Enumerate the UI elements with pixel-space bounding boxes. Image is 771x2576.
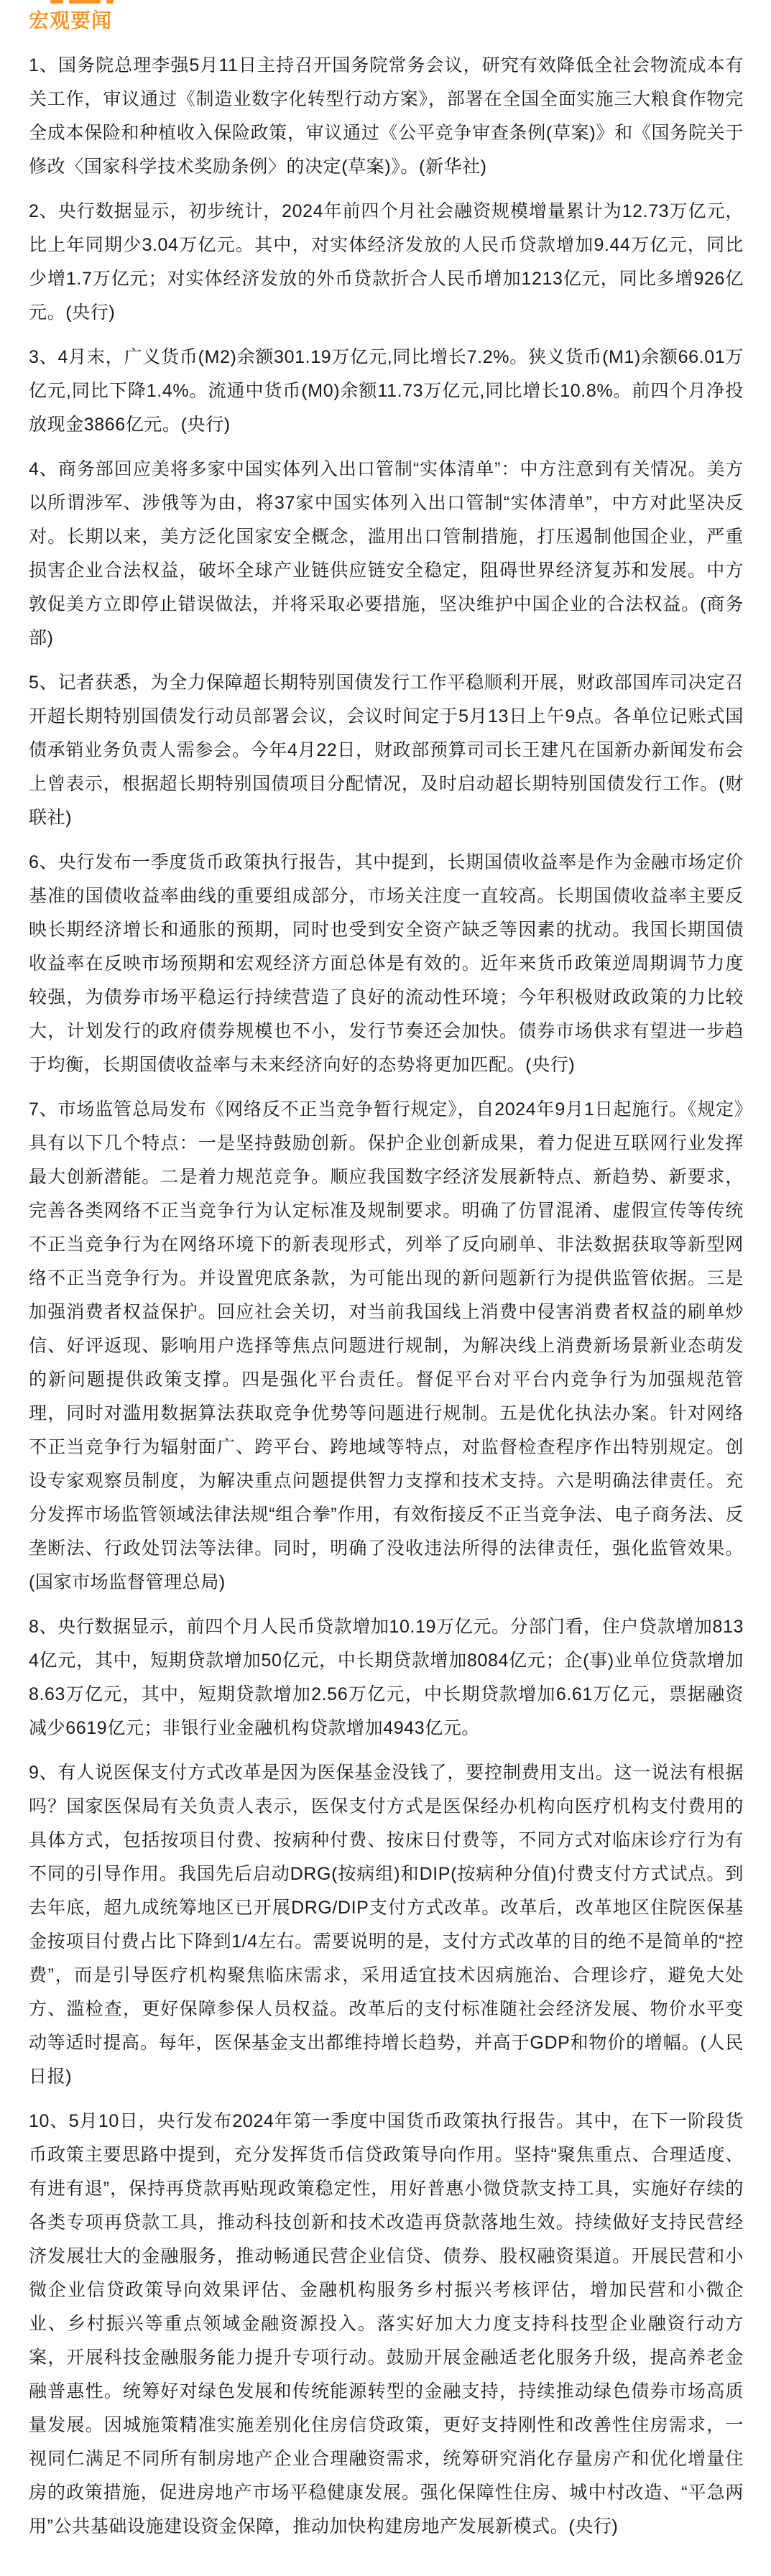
news-paragraph-8: 8、央行数据显示，前四个月人民币贷款增加10.19万亿元。分部门看，住户贷款增加8134亿元，其中，短期贷款增加50亿元，中长期贷款增加8084亿元；企(事)业单位贷款增加8.63万亿元，其中，短期贷款增加2.56万亿元，中长期贷款增加6.61万亿元，票据融资减少6619亿元；非银行业金融机构贷款增加4943亿元。 [29,1617,744,1738]
news-paragraph-7: 7、市场监管总局发布《网络反不正当竞争暂行规定》，自2024年9月1日起施行。《规定》具有以下几个特点：一是坚持鼓励创新。保护企业创新成果，着力促进互联网行业发挥最大创新潜能。二是着力规范竞争。顺应我国数字经济发展新特点、新趋势、新要求，完善各类网络不正当竞争行为认定标准及规制要求。明确了仿冒混淆、虚假宣传等传统不正当竞争行为在网络环境下的新表现形式，列举了反向刷单、非法数据获取等新型网络不正当竞争行为。并设置兜底条款，为可能出现的新问题新行为提供监管依据。三是加强消费者权益保护。回应社会关切，对当前我国线上消费中侵害消费者权益的刷单炒信、好评返现、影响用户选择等焦点问题进行规制，为解决线上消费新场景新业态萌发的新问题提供政策支撑。四是强化平台责任。督促平台对平台内竞争行为加强规范管理，同时对滥用数据算法获取竞争优势等问题进行规制。五是优化执法办案。针对网络不正当竞争行为辐射面广、跨平台、跨地域等特点，对监督检查程序作出特别规定。创设专家观察员制度，为解决重点问题提供智力支撑和技术支持。六是明确法律责任。充分发挥市场监管领域法律法规“组合拳”作用，有效衔接反不正当竞争法、电子商务法、反垄断法、行政处罚法等法律。同时，明确了没收违法所得的法律责任，强化监管效果。(国家市场监督管理总局) [29,1099,744,1592]
news-paragraph-10: 10、5月10日，央行发布2024年第一季度中国货币政策执行报告。其中，在下一阶段货币政策主要思路中提到，充分发挥货币信贷政策导向作用。坚持“聚焦重点、合理适度、有进有退”，保持再贷款再贴现政策稳定性，用好普惠小微贷款支持工具，实施好存续的各类专项再贷款工具，推动科技创新和技术改造再贷款落地生效。持续做好支持民营经济发展壮大的金融服务，推动畅通民营企业信贷、债券、股权融资渠道。开展民营和小微企业信贷政策导向效果评估、金融机构服务乡村振兴考核评估，增加民营和小微企业、乡村振兴等重点领域金融资源投入。落实好加大力度支持科技型企业融资行动方案，开展科技金融服务能力提升专项行动。鼓励开展金融适老化服务升级，提高养老金融普惠性。统筹好对绿色发展和传统能源转型的金融支持，持续推动绿色债券市场高质量发展。因城施策精准实施差别化住房信贷政策，更好支持刚性和改善性住房需求，一视同仁满足不同所有制房地产企业合理融资需求，统筹研究消化存量房产和优化增量住房的政策措施，促进房地产市场平稳健康发展。强化保障性住房、城中村改造、“平急两用”公共基础设施建设资金保障，推动加快构建房地产发展新模式。(央行) [29,2111,744,2536]
cutoff-fragment-icon [106,0,114,4]
news-paragraph-5: 5、记者获悉，为全力保障超长期特别国债发行工作平稳顺利开展，财政部国库司决定召开超长期特别国债发行动员部署会议，会议时间定于5月13日上午9点。各单位记账式国债承销业务负责人需参会。今年4月22日，财政部预算司司长王建凡在国新办新闻发布会上曾表示，根据超长期特别国债项目分配情况，及时启动超长期特别国债发行工作。(财联社) [29,673,744,828]
article-body [0,9,771,2576]
news-paragraph-1: 1、国务院总理李强5月11日主持召开国务院常务会议，研究有效降低全社会物流成本有关工作，审议通过《制造业数字化转型行动方案》，部署在全国全面实施三大粮食作物完全成本保险和种植收入保险政策，审议通过《公平竞争审查条例(草案)》和《国务院关于修改〈国家科学技术奖励条例〉的决定(草案)》。(新华社) [29,55,744,177]
cutoff-fragment-icon [50,0,63,4]
news-paragraph-6: 6、央行发布一季度货币政策执行报告，其中提到，长期国债收益率是作为金融市场定价基准的国债收益率曲线的重要组成部分，市场关注度一直较高。长期国债收益率主要反映长期经济增长和通胀的预期，同时也受到安全资产缺乏等因素的扰动。我国长期国债收益率在反映市场预期和宏观经济方面总体是有效的。近年来货币政策逆周期调节力度较强，为债券市场平稳运行持续营造了良好的流动性环境；今年积极财政政策的力比较大，计划发行的政府债券规模也不小，发行节奏还会加快。债券市场供求有望进一步趋于均衡，长期国债收益率与未来经济向好的态势将更加匹配。(央行) [29,852,744,1075]
news-paragraph-4: 4、商务部回应美将多家中国实体列入出口管制“实体清单”：中方注意到有关情况。美方以所谓涉军、涉俄等为由，将37家中国实体列入出口管制“实体清单”，中方对此坚决反对。长期以来，美方泛化国家安全概念，滥用出口管制措施，打压遏制他国企业，严重损害企业合法权益，破坏全球产业链供应链安全稳定，阻碍世界经济复苏和发展。中方敦促美方立即停止错误做法，并将采取必要措施，坚决维护中国企业的合法权益。(商务部) [29,459,744,648]
news-paragraph-3: 3、4月末，广义货币(M2)余额301.19万亿元,同比增长7.2%。狭义货币(M1)余额66.01万亿元,同比下降1.4%。流通中货币(M0)余额11.73万亿元,同比增长10.8%。前四个月净投放现金3866亿元。(央行) [29,347,744,435]
news-paragraph-2: 2、央行数据显示，初步统计，2024年前四个月社会融资规模增量累计为12.73万亿元，比上年同期少3.04万亿元。其中，对实体经济发放的人民币贷款增加9.44万亿元，同比少增1.7万亿元；对实体经济发放的外币贷款折合人民币增加1213亿元，同比多增926亿元。(央行) [29,201,744,323]
cutoff-fragment-icon [69,0,101,4]
section-title: 宏观要闻 [29,9,113,32]
news-paragraph-9: 9、有人说医保支付方式改革是因为医保基金没钱了，要控制费用支出。这一说法有根据吗？国家医保局有关负责人表示，医保支付方式是医保经办机构向医疗机构支付费用的具体方式，包括按项目付费、按病种付费、按床日付费等，不同方式对临床诊疗行为有不同的引导作用。我国先后启动DRG(按病组)和DIP(按病种分值)付费支付方式试点。到去年底，超九成统筹地区已开展DRG/DIP支付方式改革。改革后，改革地区住院医保基金按项目付费占比下降到1/4左右。需要说明的是，支付方式改革的目的绝不是简单的“控费”，而是引导医疗机构聚焦临床需求，采用适宜技术因病施治、合理诊疗，避免大处方、滥检查，更好保障参保人员权益。改革后的支付标准随社会经济发展、物价水平变动等适时提高。每年，医保基金支出都维持增长趋势，并高于GDP和物价的增幅。(人民日报) [29,1763,744,2087]
cutoff-text-fragments [0,0,771,4]
